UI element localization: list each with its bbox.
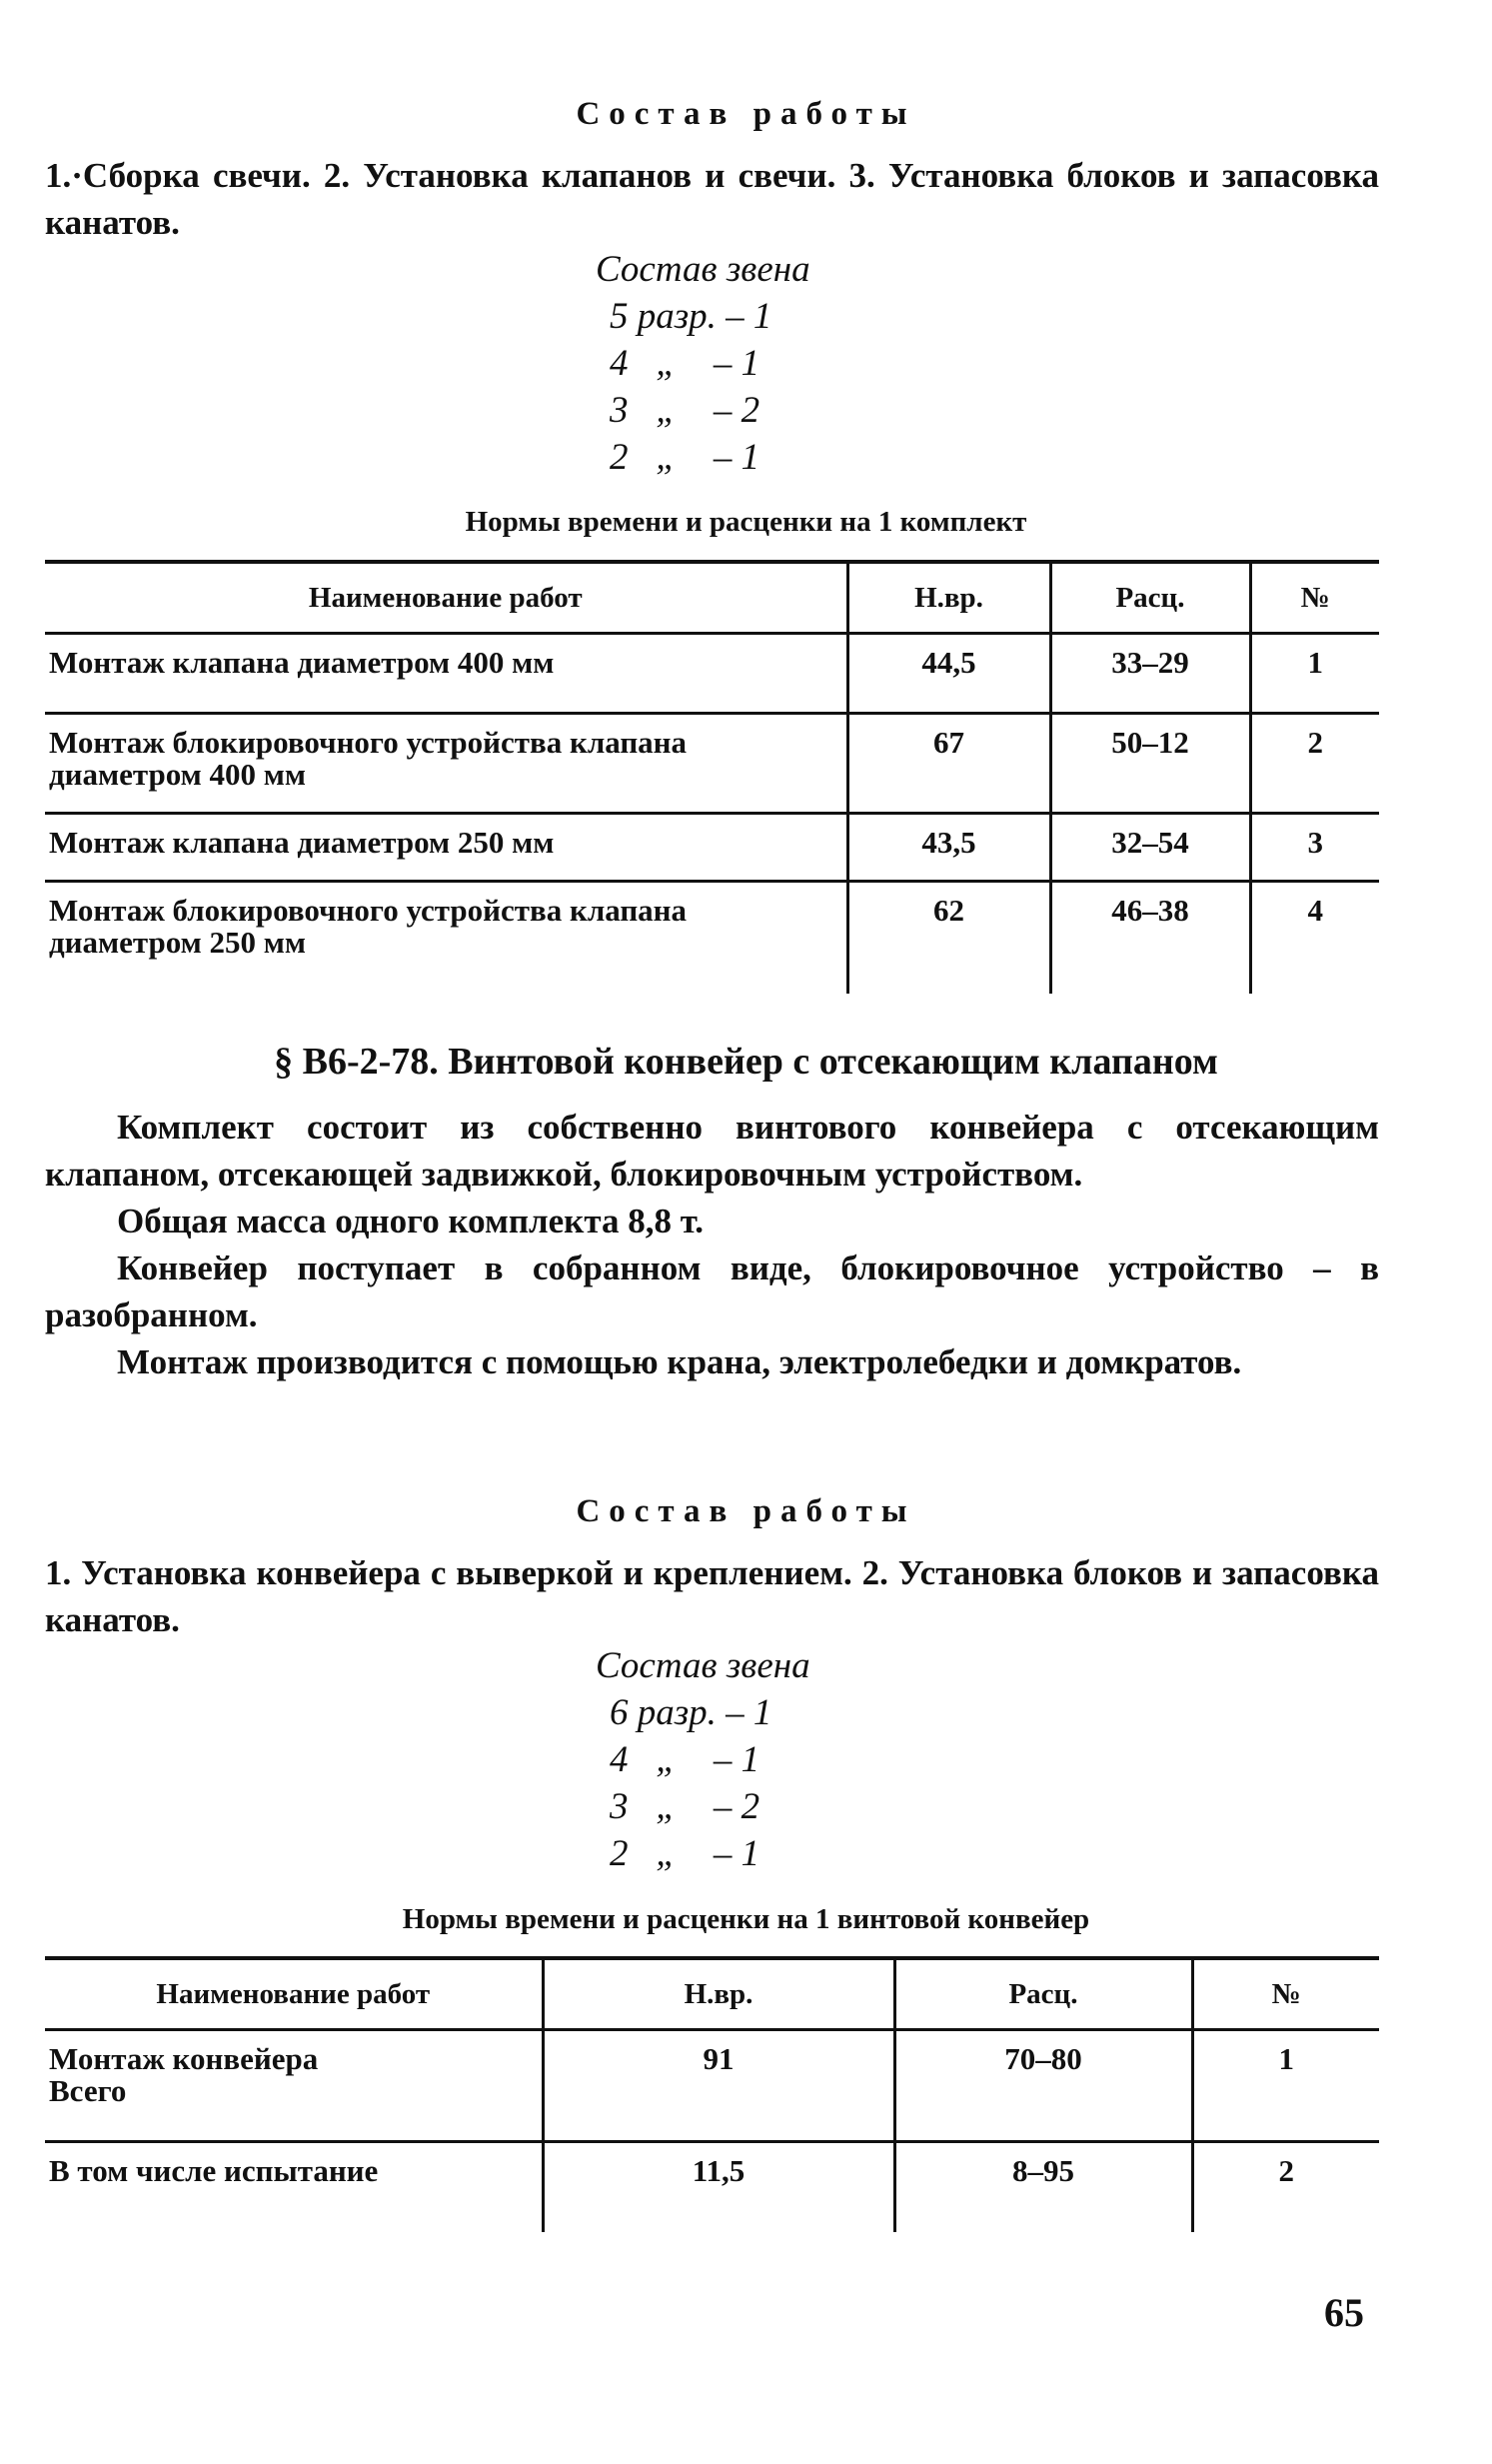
cell-time-norm: 43,5 <box>847 814 1050 882</box>
header-number: № <box>1192 1958 1379 2030</box>
header-time-norm: Н.вр. <box>543 1958 894 2030</box>
header-work-name: Наименование работ <box>308 581 583 614</box>
cell-number: 4 <box>1250 882 1379 994</box>
table-row <box>45 814 1379 882</box>
crew-line: 3 „ – 2 <box>610 1786 760 1827</box>
cell-number: 1 <box>1192 2030 1379 2142</box>
cell-time-norm: 91 <box>543 2030 894 2142</box>
header-rate: Расц. <box>894 1958 1192 2030</box>
cell-rate: 8–95 <box>894 2142 1192 2232</box>
section-description <box>45 1104 1379 1385</box>
cell-time-norm: 11,5 <box>543 2142 894 2232</box>
header-work-name: Наименование работ <box>156 1977 431 2010</box>
crew-line: 3 „ – 2 <box>610 390 760 431</box>
work-name-line: Всего <box>49 2073 127 2108</box>
table-caption-2: Нормы времени и расценки на 1 винтовой конвейер <box>402 1903 1090 1935</box>
work-name-line: Монтаж конвейера <box>49 2041 319 2076</box>
crew-composition-1 <box>588 246 887 481</box>
cell-work-name: Монтаж блокировочного устройства клапана диаметром 400 мм <box>49 725 688 792</box>
paragraph: Конвейер поступает в собранном виде, блокировочное устройство – в разобранном. <box>45 1248 1379 1334</box>
paragraph: Общая масса одного комплекта 8,8 т. <box>117 1202 705 1240</box>
table-header-row <box>45 1958 1379 2030</box>
crew-line: 4 „ – 1 <box>610 1739 760 1780</box>
table-row <box>45 882 1379 994</box>
header-time-norm: Н.вр. <box>847 562 1050 634</box>
crew-title: Состав звена <box>596 1645 810 1686</box>
cell-work-name: Монтаж блокировочного устройства клапана диаметром 250 мм <box>49 893 688 960</box>
cell-work-name <box>45 2030 543 2142</box>
crew-line: 4 „ – 1 <box>610 343 760 384</box>
cell-work-name: Монтаж клапана диаметром 400 мм <box>49 645 555 680</box>
paragraph: Комплект состоит из собственно винтового конвейера с отсекающим клапаном, отсекающей задвижкой, блокировочным устройством. <box>45 1108 1379 1194</box>
header-rate: Расц. <box>1050 562 1250 634</box>
work-composition-title-1: Состав работы <box>576 96 916 132</box>
norms-table-2 <box>45 1956 1379 2232</box>
work-composition-text-1: 1.·Сборка свечи. 2. Установка клапанов и свечи. 3. Установка блоков и запасовка канатов. <box>45 156 1379 242</box>
table-row <box>45 2030 1379 2142</box>
cell-time-norm: 67 <box>847 714 1050 814</box>
cell-work-name: Монтаж клапана диаметром 250 мм <box>49 825 555 860</box>
table-row <box>45 714 1379 814</box>
cell-number: 2 <box>1192 2142 1379 2232</box>
crew-composition-2 <box>588 1642 887 1877</box>
cell-number: 3 <box>1250 814 1379 882</box>
paragraph: Монтаж производится с помощью крана, электролебедки и домкратов. <box>117 1342 1242 1381</box>
crew-line: 5 разр. – 1 <box>610 296 772 337</box>
table-row <box>45 2142 1379 2232</box>
header-number: № <box>1250 562 1379 634</box>
section-heading: § В6-2-78. Винтовой конвейер с отсекающим клапаном <box>274 1041 1218 1083</box>
table-row <box>45 634 1379 714</box>
table-caption-1: Нормы времени и расценки на 1 комплект <box>465 506 1027 538</box>
norms-table-1 <box>45 560 1379 994</box>
cell-rate: 50–12 <box>1050 714 1250 814</box>
page-number: 65 <box>1324 2290 1364 2335</box>
cell-rate: 46–38 <box>1050 882 1250 994</box>
cell-rate: 32–54 <box>1050 814 1250 882</box>
cell-number: 2 <box>1250 714 1379 814</box>
crew-title: Состав звена <box>596 249 810 290</box>
cell-time-norm: 62 <box>847 882 1050 994</box>
cell-time-norm: 44,5 <box>847 634 1050 714</box>
cell-number: 1 <box>1250 634 1379 714</box>
crew-line: 6 разр. – 1 <box>610 1692 772 1733</box>
work-composition-title-2: Состав работы <box>576 1493 916 1529</box>
work-composition-text-2: 1. Установка конвейера с выверкой и креплением. 2. Установка блоков и запасовка канатов. <box>45 1553 1379 1639</box>
table-header-row <box>45 562 1379 634</box>
cell-rate: 33–29 <box>1050 634 1250 714</box>
crew-line: 2 „ – 1 <box>610 437 760 478</box>
crew-line: 2 „ – 1 <box>610 1833 760 1874</box>
cell-rate: 70–80 <box>894 2030 1192 2142</box>
cell-work-name: В том числе испытание <box>49 2153 379 2188</box>
